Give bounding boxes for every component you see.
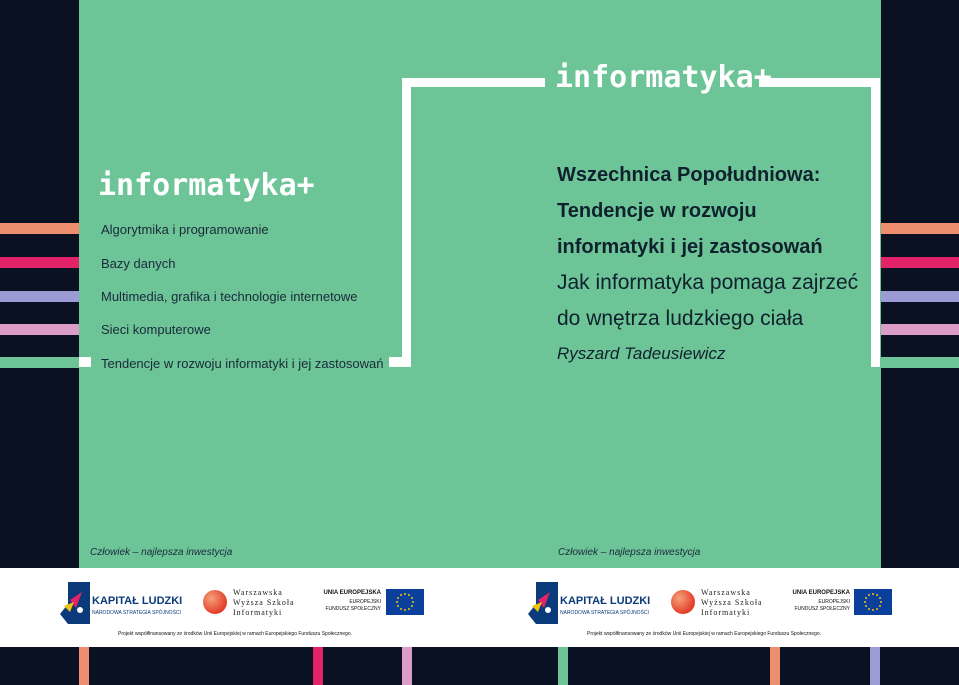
wsi-line1: Warszawska xyxy=(701,588,751,597)
bracket-top-right xyxy=(759,78,880,87)
stripe-magenta-right xyxy=(881,257,959,268)
fine-print-right: Projekt współfinansowany ze środków Unii Europejskiej w ramach Europejskiego Funduszu Społecznego. xyxy=(587,631,822,637)
wsi-line1: Warszawska xyxy=(233,588,283,597)
kapital-ludzki-logo xyxy=(60,582,220,626)
cover-title-line1: Wszechnica Popołudniowa: xyxy=(557,164,821,186)
series-item: Bazy danych xyxy=(101,256,176,271)
wsi-ball-icon xyxy=(203,590,227,614)
left-tab xyxy=(79,357,91,367)
eu-flag-icon xyxy=(854,589,892,615)
stripe-orange-left xyxy=(0,223,79,234)
series-item: Tendencje w rozwoju informatyki i jej zastosowań xyxy=(101,356,384,371)
motto-left: Człowiek – najlepsza inwestycja xyxy=(90,547,233,558)
fine-print-left: Projekt współfinansowany ze środków Unii Europejskiej w ramach Europejskiego Funduszu Społecznego. xyxy=(118,631,353,637)
bracket-right xyxy=(871,78,880,367)
wsi-line3: Informatyki xyxy=(701,608,751,617)
bottom-strip-orange xyxy=(79,647,89,685)
stripe-lavender-left xyxy=(0,291,79,302)
cover-title-line3: informatyki i jej zastosowań xyxy=(557,236,823,258)
kapital-ludzki-icon xyxy=(60,582,90,624)
footer-logos xyxy=(0,568,959,647)
bracket-top-left xyxy=(402,78,545,87)
stripe-lavender-right xyxy=(881,291,959,302)
wsi-line3: Informatyki xyxy=(233,608,283,617)
kapital-ludzki-logo xyxy=(528,582,688,626)
bracket-left xyxy=(402,78,411,367)
bottom-strip-pink xyxy=(402,647,412,685)
stripe-orange-right xyxy=(881,223,959,234)
cover-author: Ryszard Tadeusiewicz xyxy=(557,344,726,363)
kapital-title: KAPITAŁ LUDZKI xyxy=(560,595,651,607)
series-item: Multimedia, grafika i technologie internetowe xyxy=(101,289,358,304)
wsi-line2: Wyższa Szkoła xyxy=(233,598,295,607)
stripe-magenta-left xyxy=(0,257,79,268)
kapital-ludzki-icon xyxy=(528,582,558,624)
motto-right: Człowiek – najlepsza inwestycja xyxy=(558,547,701,558)
cover-subtitle-line1: Jak informatyka pomaga zajrzeć xyxy=(557,271,859,294)
logo-series: informatyka+ xyxy=(98,168,315,203)
cover-subtitle-line2: do wnętrza ludzkiego ciała xyxy=(557,307,804,330)
ue-line3: FUNDUSZ SPOŁECZNY xyxy=(794,606,850,612)
ue-line3: FUNDUSZ SPOŁECZNY xyxy=(325,606,381,612)
stripe-green-right xyxy=(881,357,959,368)
kapital-title: KAPITAŁ LUDZKI xyxy=(92,595,183,607)
series-item: Algorytmika i programowanie xyxy=(101,222,269,237)
kapital-sub: NARODOWA STRATEGIA SPÓJNOŚCI xyxy=(92,610,181,616)
bottom-strip-magenta xyxy=(313,647,323,685)
stripe-green-left xyxy=(0,357,79,368)
logo-top: informatyka+ xyxy=(555,60,772,95)
ue-line1: UNIA EUROPEJSKA xyxy=(792,590,850,596)
stripe-pink-left xyxy=(0,324,79,335)
wsi-line2: Wyższa Szkoła xyxy=(701,598,763,607)
bottom-strip-orange-right xyxy=(770,647,780,685)
bottom-strip-green xyxy=(558,647,568,685)
ue-line1: UNIA EUROPEJSKA xyxy=(323,590,381,596)
cover-title-line2: Tendencje w rozwoju xyxy=(557,200,757,222)
ue-line2: EUROPEJSKI xyxy=(818,599,850,605)
ue-text xyxy=(750,590,850,618)
bracket-bottom xyxy=(389,357,411,367)
kapital-sub: NARODOWA STRATEGIA SPÓJNOŚCI xyxy=(560,610,649,616)
ue-text xyxy=(281,590,381,618)
series-item: Sieci komputerowe xyxy=(101,322,211,337)
wsi-ball-icon xyxy=(671,590,695,614)
ue-line2: EUROPEJSKI xyxy=(349,599,381,605)
eu-flag-icon xyxy=(386,589,424,615)
bottom-strip-lavender xyxy=(870,647,880,685)
stripe-pink-right xyxy=(881,324,959,335)
